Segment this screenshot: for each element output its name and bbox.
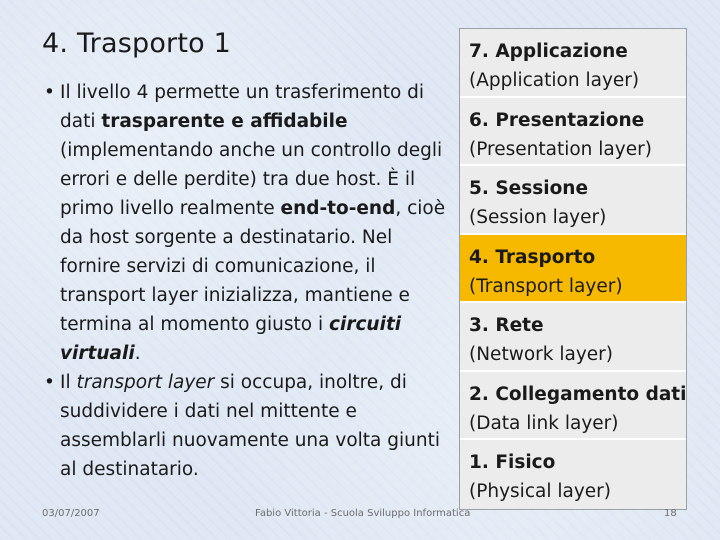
layer-name: 1. Fisico [469, 452, 556, 473]
layer-name: 4. Trasporto [469, 246, 596, 268]
layer-cell-data-link [460, 372, 686, 441]
layer-subtitle: (Application layer) [469, 70, 640, 91]
bullet-item-1 [44, 78, 454, 368]
bullet-italic-text: transport layer [76, 372, 215, 393]
layer-cell-transport-highlighted [460, 235, 686, 304]
layer-subtitle: (Network layer) [469, 344, 613, 365]
layer-subtitle: (Transport layer) [469, 275, 623, 297]
bullet-bold-italic-text: circuiti virtuali [60, 314, 402, 364]
footer-date: 03/07/2007 [42, 508, 100, 519]
bullet-text: si occupa, inoltre, di suddividere i dati nel mittente e assemblarli nuovamente una volta giunti al destinatario. [60, 372, 440, 480]
layer-name: 2. Collegamento dati [469, 383, 686, 405]
bullet-item-2 [44, 368, 454, 484]
layer-name: 6. Presentazione [469, 109, 645, 131]
layer-name: 7. Applicazione [469, 41, 628, 62]
bullet-text: . [134, 343, 141, 364]
bullet-bold-text: end-to-end [280, 198, 396, 219]
layer-cell-presentation [460, 98, 686, 167]
layer-cell-session [460, 166, 686, 235]
bullet-bold-text: trasparente e affidabile [101, 111, 348, 132]
bullet-text: (implementando anche un controllo degli errori e delle perdite) tra due host. È il primo livello realmente [60, 140, 443, 219]
osi-layers-table [459, 28, 687, 510]
layer-cell-physical [460, 440, 686, 509]
layer-subtitle: (Presentation layer) [469, 138, 652, 160]
layer-name: 3. Rete [469, 315, 544, 336]
layer-cell-network [460, 303, 686, 372]
layer-subtitle: (Data link layer) [469, 412, 619, 434]
layer-cell-application [460, 29, 686, 98]
page-number: 18 [664, 508, 677, 519]
bullet-text: , cioè da host sorgente a destinatario. Nel fornire servizi di comunicazione, il transport layer inizializza, mantiene e termina al momento giusto i [60, 198, 446, 335]
layer-name: 5. Sessione [469, 178, 589, 199]
footer-author: Fabio Vittoria - Scuola Sviluppo Informatica [255, 508, 471, 519]
layer-subtitle: (Session layer) [469, 207, 607, 228]
slide-title: 4. Trasporto 1 [42, 28, 232, 59]
bullet-text: Il livello 4 permette un trasferimento di dati [60, 82, 425, 132]
layer-subtitle: (Physical layer) [469, 481, 611, 502]
slide-content [44, 78, 454, 484]
bullet-text: Il [60, 372, 77, 393]
